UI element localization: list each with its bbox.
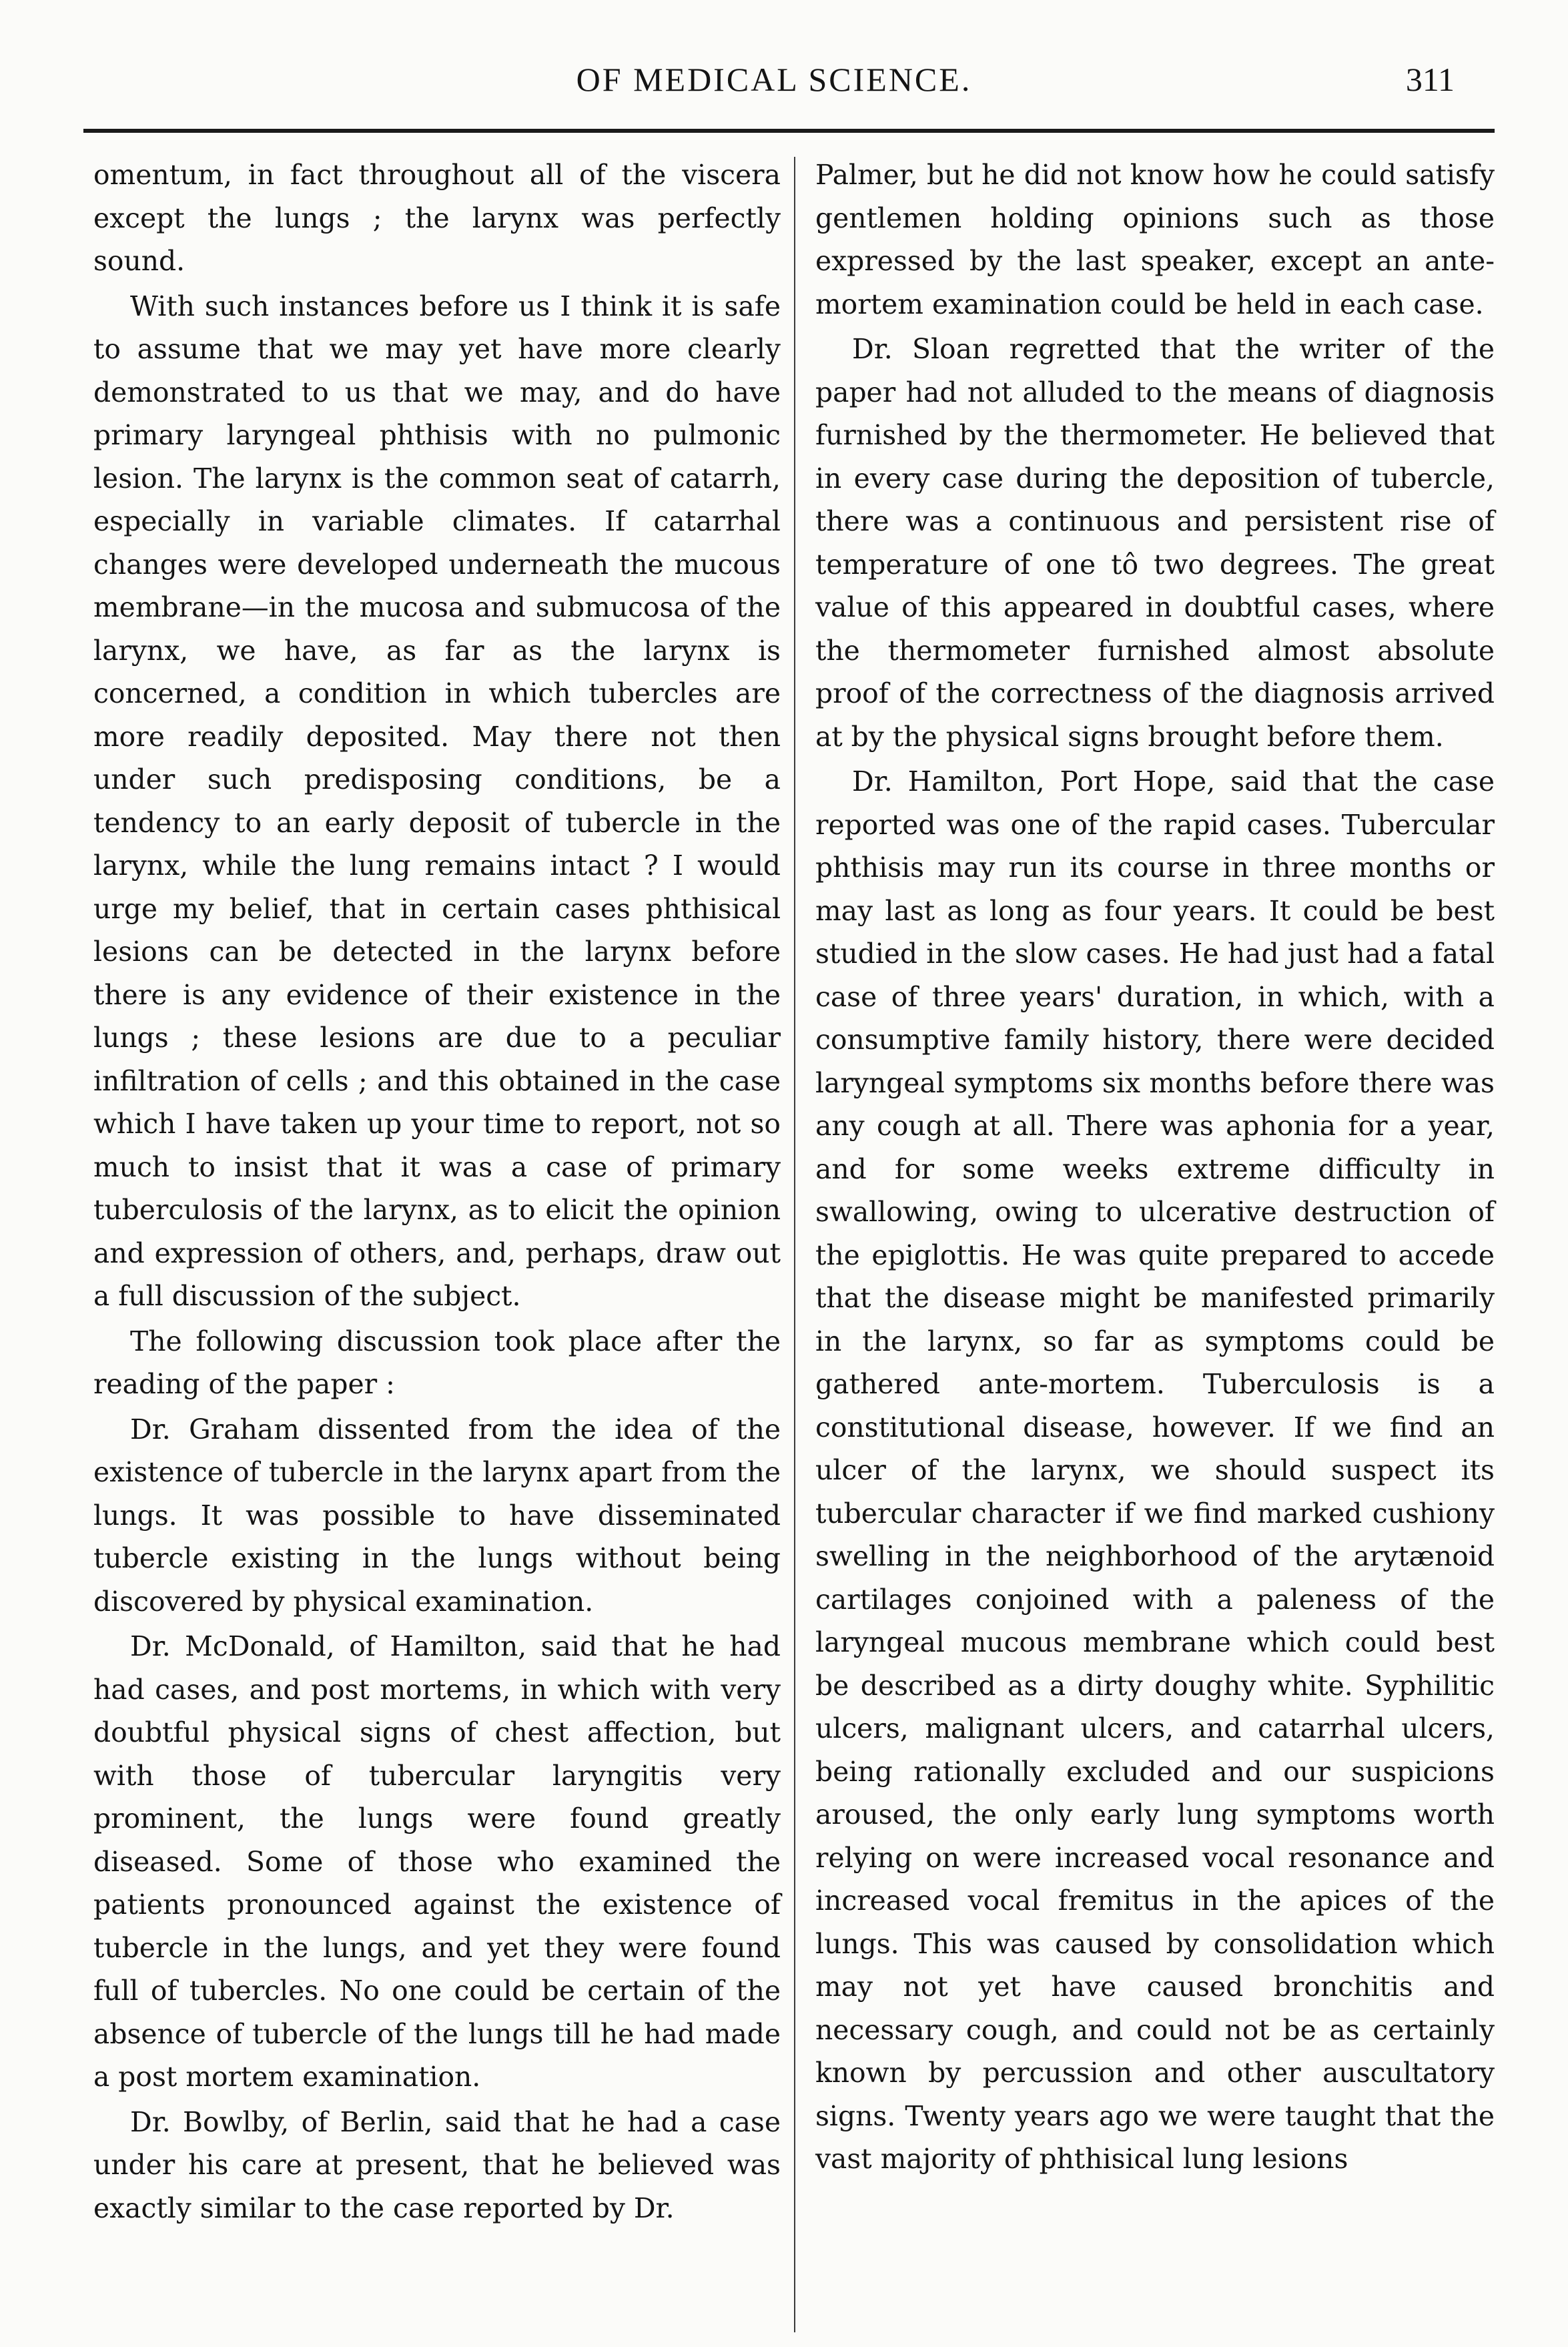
right-column xyxy=(815,153,1495,2183)
paragraph: Dr. Sloan regretted that the writer of the paper had not alluded to the means of diagnosis furnished by the thermometer. He believed that in every case during the deposition of tubercle, there was a continuous and persistent rise of temperature of one tô two degrees. The great value of this appeared in doubtful cases, where the thermometer furnished almost absolute proof of the correctness of the diagnosis arrived at by the physical signs brought before them. xyxy=(815,333,1495,753)
paragraph: Dr. McDonald, of Hamilton, said that he had had cases, and post mortems, in which with very doubtful physical signs of chest affection, but with those of tubercular laryngitis very prominent, the lungs were found greatly diseased. Some of those who examined the patients pronounced against the existence of tubercle in the lungs, and yet they were found full of tubercles. No one could be certain of the absence of tubercle of the lungs till he had made a post mortem examination. xyxy=(93,1630,781,2093)
paragraph: With such instances before us I think it is safe to assume that we may yet have more clearly demonstrated to us that we may, and do have primary laryngeal phthisis with no pulmonic lesion. The larynx is the common seat of catarrh, especially in variable climates. If catarrhal changes were developed underneath the mucous membrane—in the mucosa and submucosa of the larynx, we have, as far as the larynx is concerned, a condition in which tubercles are more readily deposited. May there not then under such predisposing conditions, be a tendency to an early deposit of tubercle in the larynx, while the lung remains intact ? I would urge my belief, that in certain cases phthisical lesions can be detected in the larynx before there is any evidence of their existence in the lungs ; these lesions are due to a peculiar infiltration of cells ; and this obtained in the case which I have taken up your time to report, not so much to insist that it was a case of primary tuberculosis of the larynx, as to elicit the opinion and expression of others, and, perhaps, draw out a full discussion of the subject. xyxy=(93,290,781,1312)
paragraph: omentum, in fact throughout all of the viscera except the lungs ; the larynx was perfectly sound. xyxy=(93,159,781,277)
header-rule xyxy=(83,129,1495,133)
paragraph: Dr. Hamilton, Port Hope, said that the case reported was one of the rapid cases. Tubercular phthisis may run its course in three months or may last as long as four years. It could be best studied in the slow cases. He had just had a fatal case of three years' duration, in which, with a consumptive family history, there were decided laryngeal symptoms six months before there was any cough at all. There was aphonia for a year, and for some weeks extreme difficulty in swallowing, owing to ulcerative destruction of the epiglottis. He was quite prepared to accede that the disease might be manifested primarily in the larynx, so far as symptoms could be gathered ante-mortem. Tuberculosis is a constitutional disease, however. If we find an ulcer of the larynx, we should suspect its tubercular character if we find marked cushiony swelling in the neighborhood of the arytænoid cartilages conjoined with a paleness of the laryngeal mucous membrane which could best be described as a dirty doughy white. Syphilitic ulcers, malignant ulcers, and catarrhal ulcers, being rationally excluded and our suspicions aroused, the only early lung symptoms worth relying on were increased vocal resonance and increased vocal fremitus in the apices of the lungs. This was caused by consolidation which may not yet have caused bronchitis and necessary cough, and could not be as certainly known by percussion and other auscultatory signs. Twenty years ago we were taught that the vast majority of phthisical lung lesions xyxy=(815,765,1495,2175)
column-divider xyxy=(794,157,795,2332)
page-number: 311 xyxy=(1405,61,1455,98)
paragraph: The following discussion took place after the reading of the paper : xyxy=(93,1325,781,1400)
paragraph: Palmer, but he did not know how he could satisfy gentlemen holding opinions such as those expressed by the last speaker, except an ante-mortem examination could be held in each case. xyxy=(815,159,1495,320)
paragraph: Dr. Bowlby, of Berlin, said that he had a case under his care at present, that he believed was exactly similar to the case reported by Dr. xyxy=(93,2105,781,2224)
running-title: OF MEDICAL SCIENCE. xyxy=(576,61,972,98)
paragraph: Dr. Graham dissented from the idea of the existence of tubercle in the larynx apart from the lungs. It was possible to have disseminated tubercle existing in the lungs without being discovered by physical examination. xyxy=(93,1413,781,1618)
left-column xyxy=(93,153,781,2232)
page-header xyxy=(47,60,1501,107)
